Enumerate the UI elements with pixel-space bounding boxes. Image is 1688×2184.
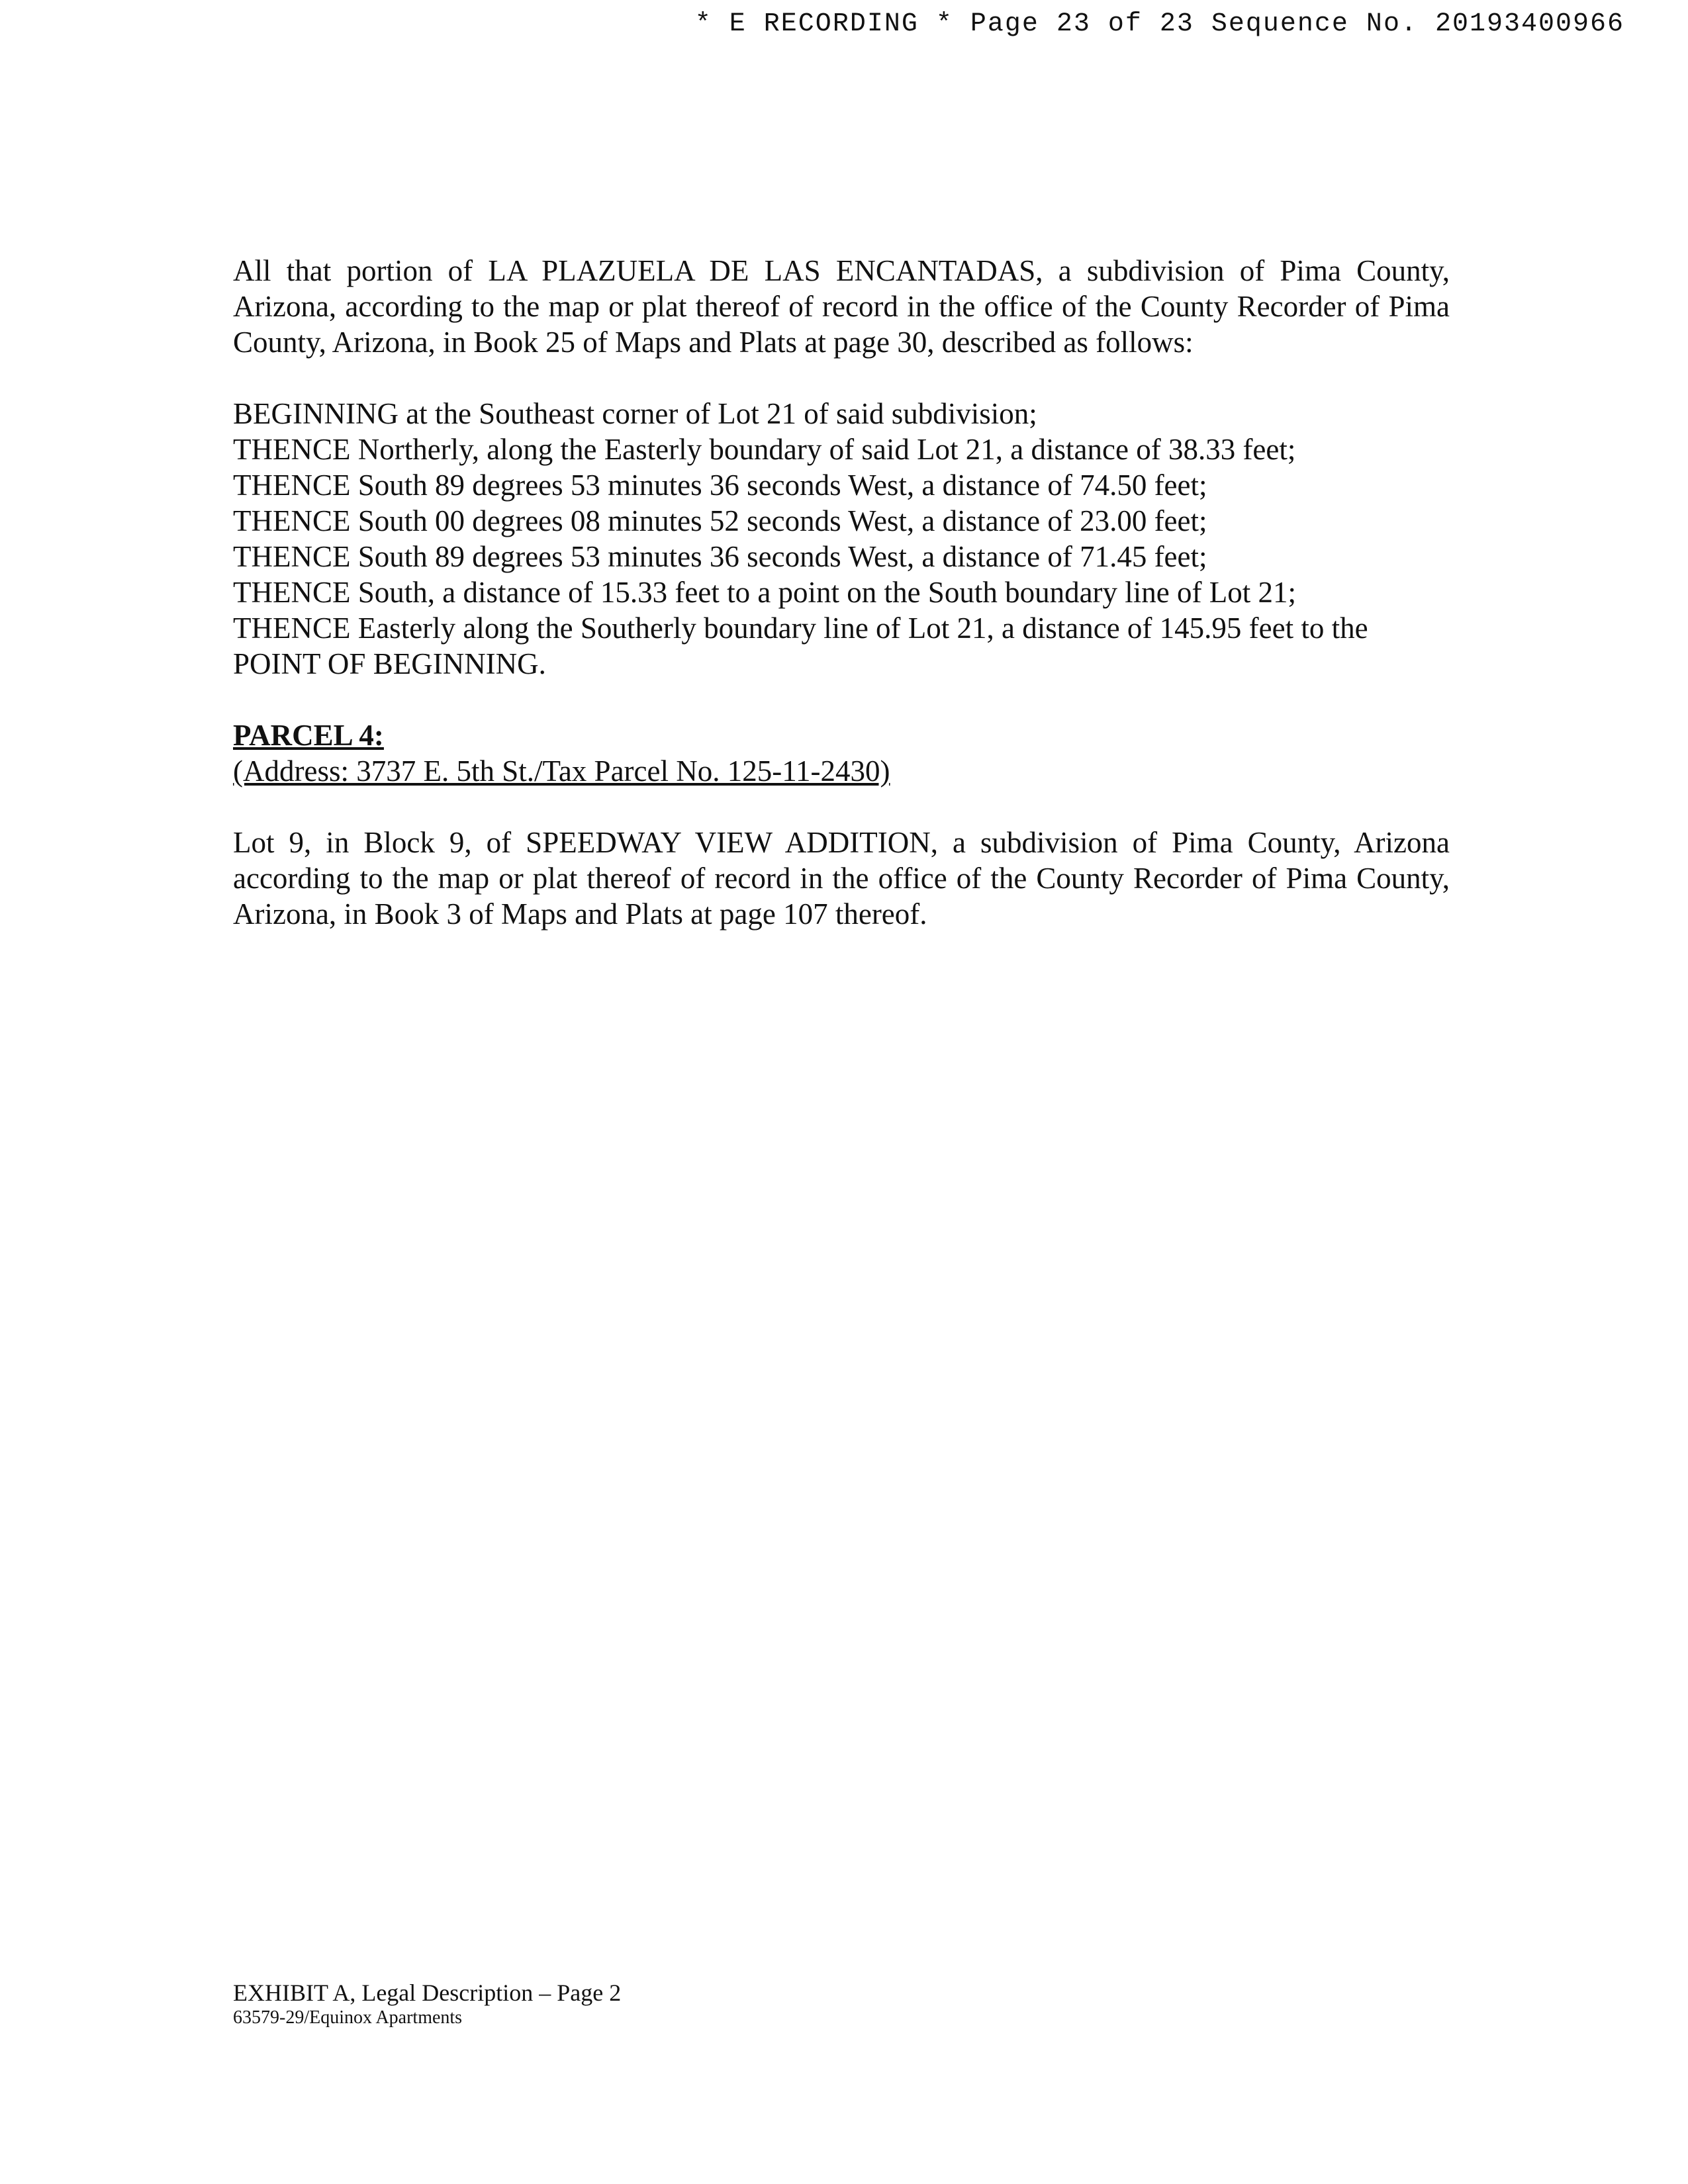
footer-reference: 63579-29/Equinox Apartments [233, 2007, 463, 2028]
parcel-4-address: (Address: 3737 E. 5th St./Tax Parcel No. 125-11-2430) [233, 754, 890, 788]
page-footer [233, 1979, 621, 2029]
legal-line: THENCE Northerly, along the Easterly boundary of said Lot 21, a distance of 38.33 feet; [233, 433, 1296, 466]
intro-paragraph: All that portion of LA PLAZUELA DE LAS ENCANTADAS, a subdivision of Pima County, Arizona, according to the map or plat thereof of record in the office of the County Recorder of Pima County, Arizona, in Book 25 of Maps and Plats at page 30, described as follows: [233, 254, 1450, 359]
legal-line: THENCE South 00 degrees 08 minutes 52 seconds West, a distance of 23.00 feet; [233, 504, 1207, 537]
legal-line: THENCE Easterly along the Southerly boundary line of Lot 21, a distance of 145.95 feet to the POINT OF BEGINNING. [233, 612, 1368, 680]
legal-description-block [233, 396, 1450, 682]
legal-line: THENCE South 89 degrees 53 minutes 36 seconds West, a distance of 74.50 feet; [233, 469, 1207, 502]
recording-header-stamp: * E RECORDING * Page 23 of 23 Sequence No. 20193400966 [694, 9, 1624, 39]
legal-line: THENCE South, a distance of 15.33 feet to a point on the South boundary line of Lot 21; [233, 576, 1296, 609]
legal-line: THENCE South 89 degrees 53 minutes 36 seconds West, a distance of 71.45 feet; [233, 540, 1207, 573]
parcel-4-section [233, 717, 1450, 932]
legal-line: BEGINNING at the Southeast corner of Lot 21 of said subdivision; [233, 397, 1037, 430]
footer-exhibit-label: EXHIBIT A, Legal Description – Page 2 [233, 1979, 622, 2006]
document-body [233, 253, 1450, 932]
parcel-4-description: Lot 9, in Block 9, of SPEEDWAY VIEW ADDITION, a subdivision of Pima County, Arizona according to the map or plat thereof of record in the office of the County Recorder of Pima County, Arizona, in Book 3 of Maps and Plats at page 107 thereof. [233, 826, 1450, 931]
parcel-4-heading: PARCEL 4: [233, 719, 384, 752]
